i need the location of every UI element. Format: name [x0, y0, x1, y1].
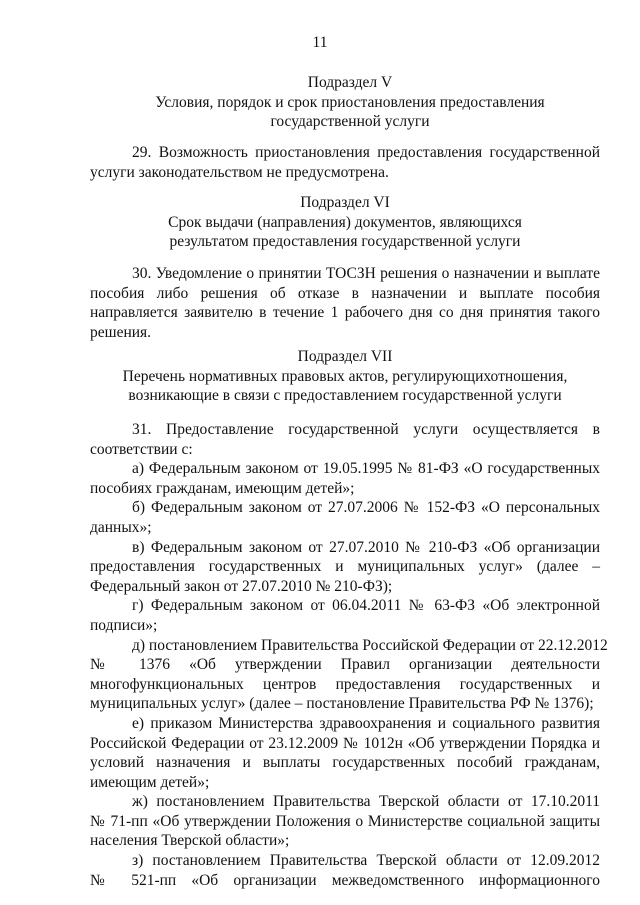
paragraph-30 [90, 264, 600, 342]
list-item-zh-line-3: населения Тверской области»; [90, 832, 290, 850]
list-item-zh [90, 792, 600, 851]
list-item-g-line-2: подписи»; [90, 616, 158, 634]
paragraph-30-line-4: решения. [90, 323, 152, 341]
section-6-heading: Подраздел VI [300, 194, 390, 211]
list-item-d-line-4: муниципальных услуг» (далее – постановление Правительства РФ № 1376); [90, 695, 594, 713]
section-7-header [90, 347, 600, 406]
list-item-z-line-1: з) постановлением Правительства Тверской области от 12.09.2012 [132, 852, 600, 870]
list-item-z-line-2: № 521-пп «Об организации межведомственного информационного [90, 871, 600, 889]
paragraph-31-line-2: соответствии с: [90, 440, 193, 458]
list-item-g [90, 596, 600, 635]
paragraph-31 [90, 420, 608, 890]
list-item-a-line-2: пособиях гражданам, имеющим детей»; [90, 479, 355, 497]
page-number: 11 [312, 34, 328, 51]
list-item-e-line-3: условий назначения и выплаты государственных пособий гражданам, [90, 754, 600, 772]
list-item-a [90, 459, 600, 498]
section-5-title-line-1: Условия, порядок и срок приостановления предоставления [155, 93, 545, 111]
list-item-e-line-4: имеющим детей»; [90, 773, 210, 791]
list-item-d-line-3: многофункциональных центров предоставления государственных и [90, 675, 600, 693]
list-item-b [90, 498, 600, 537]
list-item-d-line-2: № 1376 «Об утверждении Правил организации деятельности [90, 656, 600, 674]
section-5-heading: Подраздел V [307, 74, 393, 91]
section-6-header [90, 193, 600, 252]
list-item-e-line-1: е) приказом Министерства здравоохранения и социального развития [132, 714, 600, 732]
paragraph-31-line-1: 31. Предоставление государственной услуги осуществляется в [132, 421, 600, 438]
list-item-d [90, 636, 608, 714]
paragraph-30-line-2: пособия либо решения об отказе в назначении и выплате пособия [90, 284, 600, 302]
list-item-e-line-2: Российской Федерации от 23.12.2009 № 1012н «Об утверждении Порядка и [90, 734, 600, 752]
list-item-g-line-1: г) Федеральным законом от 06.04.2011 № 63-ФЗ «Об электронной [132, 597, 600, 615]
paragraph-29-line-2: услуги законодательством не предусмотрена. [90, 163, 389, 181]
list-item-e [90, 714, 600, 792]
list-item-a-line-1: а) Федеральным законом от 19.05.1995 № 81-ФЗ «О государственных [132, 460, 600, 478]
list-item-b-line-2: данных»; [90, 518, 152, 536]
list-item-d-line-1: д) постановлением Правительства Российской Федерации от 22.12.2012 [132, 636, 608, 654]
list-item-v [90, 538, 600, 597]
section-6-title-line-2: результатом предоставления государственной услуги [169, 233, 521, 251]
list-item-z [90, 851, 600, 890]
list-item-zh-line-1: ж) постановлением Правительства Тверской области от 17.10.2011 [132, 793, 600, 811]
list-item-v-line-3: Федеральный закон от 27.07.2010 № 210-ФЗ); [90, 577, 393, 595]
section-5-title-line-2: государственной услуги [270, 113, 430, 131]
list-item-v-line-2: предоставления государственных и муниципальных услуг» (далее – [90, 558, 600, 576]
section-7-title-line-2: возникающие в связи с предоставлением государственной услуги [128, 387, 562, 405]
list-item-zh-line-2: № 71-пп «Об утверждении Положения о Министерстве социальной защиты [90, 812, 600, 830]
paragraph-30-line-1: 30. Уведомление о принятии ТОСЗН решения о назначении и выплате [132, 265, 600, 282]
section-6-title-line-1: Срок выдачи (направления) документов, являющихся [168, 213, 522, 231]
section-7-heading: Подраздел VII [297, 348, 393, 365]
section-7-title-line-1: Перечень нормативных правовых актов, регулирующихотношения, [122, 367, 568, 385]
list-item-v-line-1: в) Федеральным законом от 27.07.2010 № 210-ФЗ «Об организации [132, 538, 600, 556]
section-5-header [90, 73, 610, 132]
paragraph-29 [90, 143, 600, 182]
paragraph-29-line-1: 29. Возможность приостановления предоставления государственной [132, 144, 600, 161]
paragraph-30-line-3: направляется заявителю в течение 1 рабочего дня со дня принятия такого [90, 304, 600, 322]
list-item-b-line-1: б) Федеральным законом от 27.07.2006 № 152-ФЗ «О персональных [132, 499, 600, 517]
